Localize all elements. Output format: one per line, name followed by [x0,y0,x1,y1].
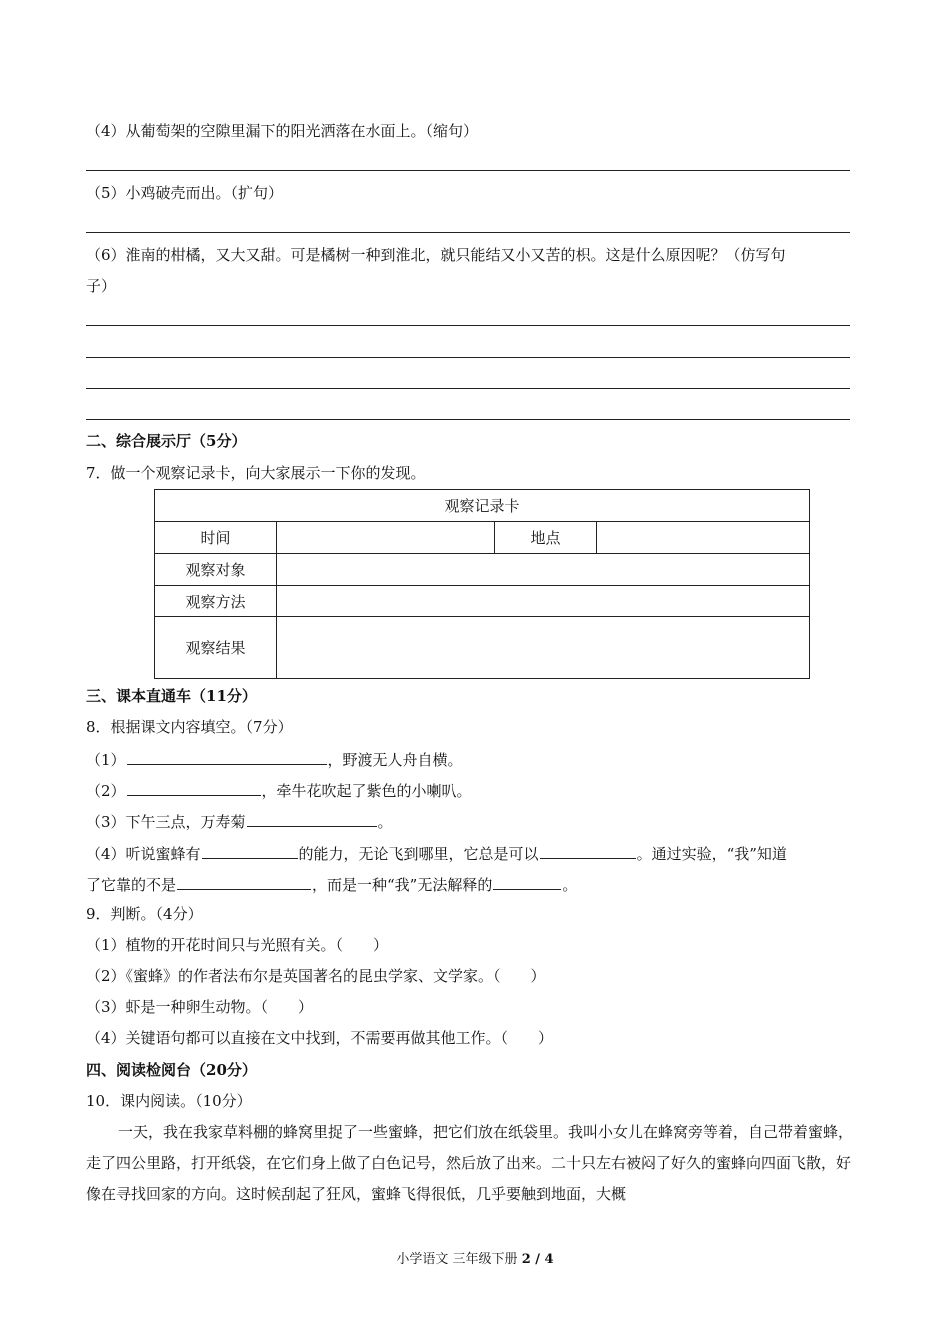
question-9-1[interactable]: （1）植物的开花时间只与光照有关。（ ） [86,936,389,954]
question-9-text: 9．判断。（4分） [86,905,203,923]
q8-4-text-b: 的能力，无论飞到哪里，它总是可以 [298,845,539,863]
question-8-2 [86,779,864,801]
place-field[interactable] [597,522,810,554]
object-field[interactable] [277,554,810,586]
observation-card-table [154,489,810,679]
question-8-4-cont [86,873,864,895]
section-4-heading: 四、阅读检阅台（20分） [86,1061,257,1079]
section-2-heading: 二、综合展示厅（5分） [86,432,247,450]
question-8-3 [86,810,864,832]
q8-4-text-d: 了它靠的不是 [86,876,177,894]
q8-4-text-f: 。 [562,876,578,894]
fill-blank[interactable] [493,873,561,890]
q8-4-text-c: 。通过实验，“我”知道 [636,845,787,863]
fill-blank[interactable] [177,873,311,890]
q8-4-text-a: （4）听说蜜蜂有 [86,845,201,863]
reading-passage: 一天，我在我家草料棚的蜂窝里捉了一些蜜蜂，把它们放在纸袋里。我叫小女儿在蜂窝旁等着，自己带着蜜蜂，走了四公里路，打开纸袋，在它们身上做了白色记号，然后放了出来。二十只左右被闷了好久的蜜蜂向四面飞散，好像在寻找回家的方向。这时候刮起了狂风，蜜蜂飞得很低，几乎要触到地面，大概 [86,1123,854,1203]
object-label: 观察对象 [155,554,277,586]
question-9-3[interactable]: （3）虾是一种卵生动物。（ ） [86,998,314,1016]
question-9-4[interactable]: （4）关键语句都可以直接在文中找到，不需要再做其他工作。（ ） [86,1029,554,1047]
q8-1-prefix: （1） [86,751,126,769]
q8-1-suffix: ，野渡无人舟自横。 [327,751,463,769]
question-5-text: （5）小鸡破壳而出。（扩句） [86,184,284,202]
fill-blank[interactable] [202,842,298,859]
answer-line[interactable] [86,325,850,326]
q8-4-text-e: ，而是一种“我”无法解释的 [312,876,493,894]
result-label: 观察结果 [155,617,277,679]
footer-text: 小学语文 三年级下册 [396,1252,522,1267]
q8-2-suffix: ，牵牛花吹起了紫色的小喇叭。 [261,782,472,800]
q8-3-suffix: 。 [377,813,393,831]
card-title: 观察记录卡 [155,490,810,522]
question-6-text-cont: 子） [86,277,117,295]
answer-line[interactable] [86,419,850,420]
method-field[interactable] [277,586,810,617]
answer-line[interactable] [86,357,850,358]
fill-blank[interactable] [247,810,377,827]
page-footer [0,1248,950,1267]
question-6-text: （6）淮南的柑橘，又大又甜。可是橘树一种到淮北，就只能结又小又苦的枳。这是什么原因呢？（仿写句 [86,246,786,264]
question-8-text: 8．根据课文内容填空。（7分） [86,718,293,736]
time-label: 时间 [155,522,277,554]
question-10-text: 10．课内阅读。（10分） [86,1092,252,1110]
fill-blank[interactable] [127,779,261,796]
answer-line[interactable] [86,170,850,171]
question-9-2[interactable]: （2）《蜜蜂》的作者法布尔是英国著名的昆虫学家、文学家。（ ） [86,967,546,985]
time-field[interactable] [277,522,495,554]
fill-blank[interactable] [127,748,327,765]
place-label: 地点 [495,522,597,554]
question-8-4 [86,842,864,864]
q8-3-prefix: （3）下午三点，万寿菊 [86,813,246,831]
page-number: 2 / 4 [521,1252,554,1267]
q8-2-prefix: （2） [86,782,126,800]
result-field[interactable] [277,617,810,679]
question-4-text: （4）从葡萄架的空隙里漏下的阳光洒落在水面上。（缩句） [86,122,479,140]
method-label: 观察方法 [155,586,277,617]
question-7-text: 7．做一个观察记录卡，向大家展示一下你的发现。 [86,464,426,482]
answer-line[interactable] [86,388,850,389]
question-8-1 [86,748,864,770]
section-3-heading: 三、课本直通车（11分） [86,687,257,705]
fill-blank[interactable] [540,842,636,859]
answer-line[interactable] [86,232,850,233]
